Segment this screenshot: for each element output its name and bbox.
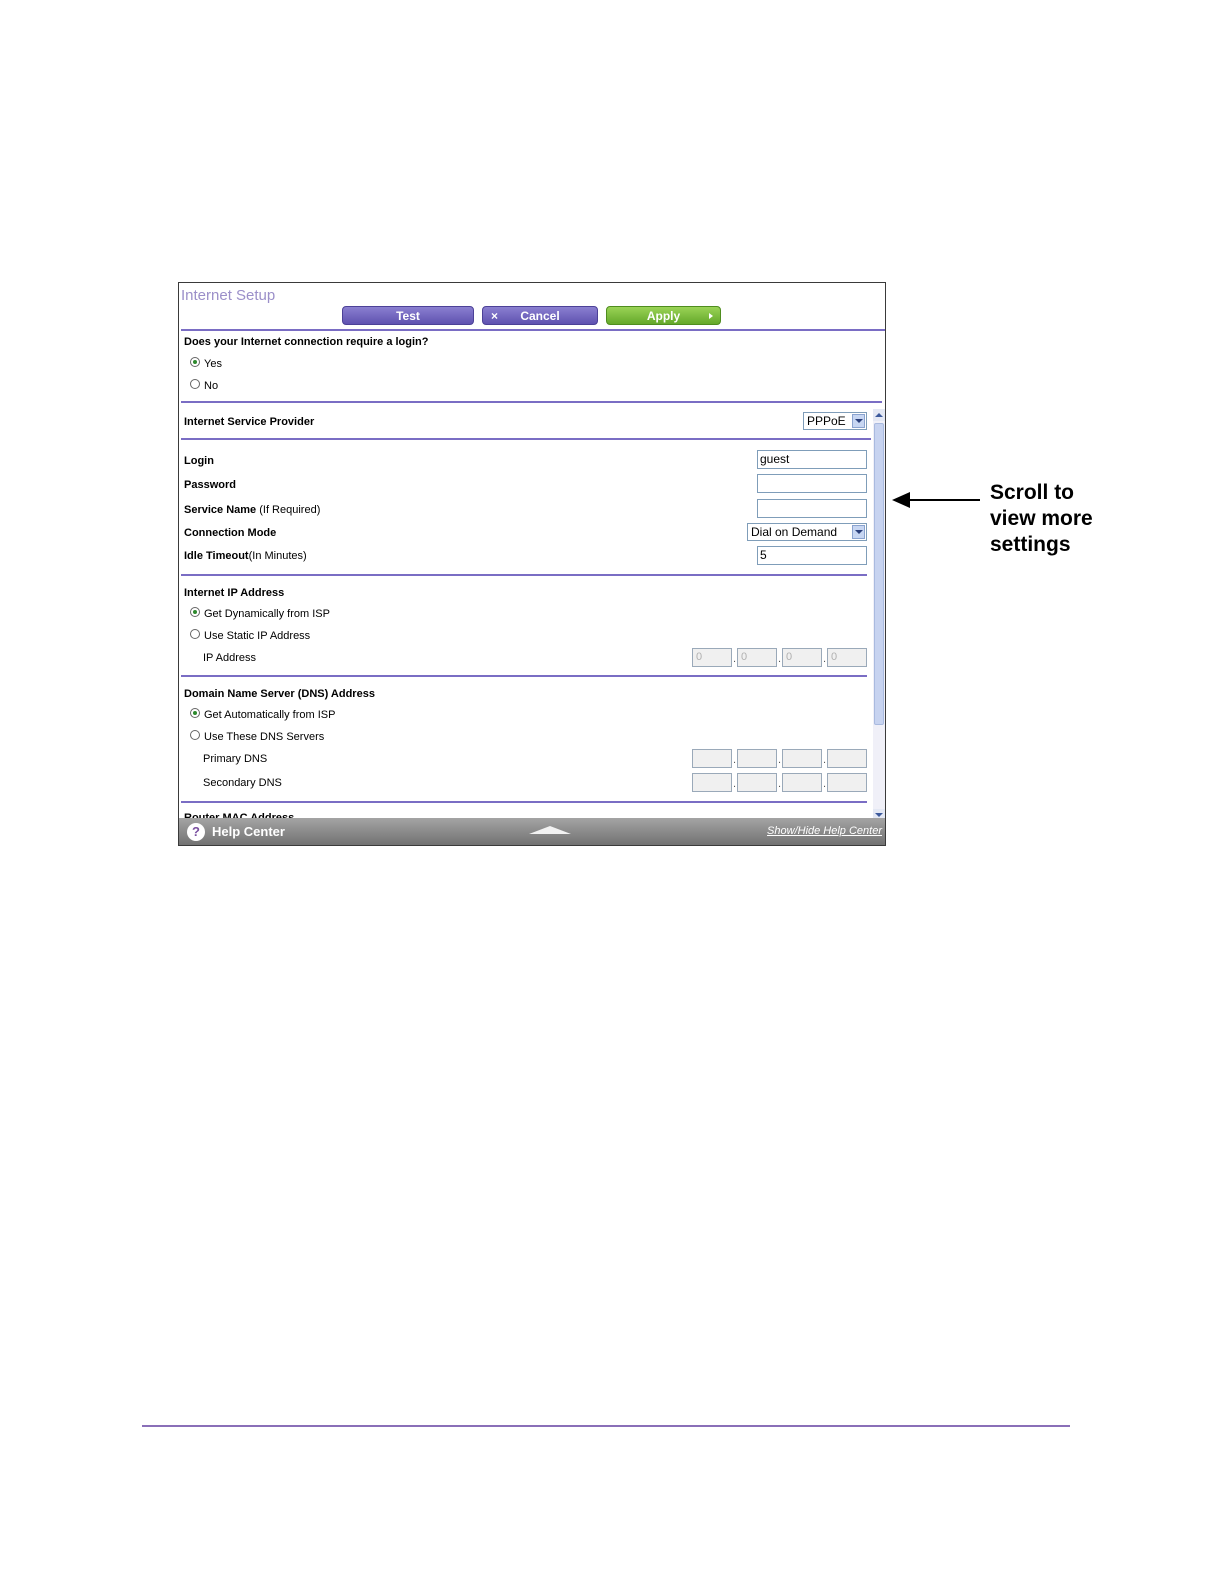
settings-scrollbar[interactable] xyxy=(873,409,885,821)
radio-login-yes[interactable] xyxy=(190,357,200,367)
ip-separator: . xyxy=(823,754,827,766)
connection-mode-select[interactable] xyxy=(747,523,867,541)
radio-label-dns-manual: Use These DNS Servers xyxy=(204,731,325,743)
ip-separator: . xyxy=(778,778,782,790)
ip-separator: . xyxy=(778,754,782,766)
chevron-down-icon xyxy=(852,525,865,539)
idle-timeout-label xyxy=(184,550,307,562)
radio-ip-dynamic[interactable] xyxy=(190,607,200,617)
radio-label-ip-dynamic: Get Dynamically from ISP xyxy=(204,608,330,620)
idle-timeout-label-bold: Idle Timeout xyxy=(184,550,249,562)
ip-separator: . xyxy=(733,778,737,790)
test-button-label: Test xyxy=(396,309,420,323)
ip-address-label: IP Address xyxy=(203,652,256,664)
chevron-down-icon xyxy=(852,414,865,428)
divider xyxy=(181,574,867,576)
radio-label-dns-auto: Get Automatically from ISP xyxy=(204,709,336,721)
help-icon[interactable]: ? xyxy=(187,823,205,841)
isp-select[interactable] xyxy=(803,412,867,430)
scroll-up-icon[interactable] xyxy=(873,409,885,421)
password-input[interactable] xyxy=(757,474,867,493)
primary-dns-octet-3[interactable] xyxy=(782,749,822,768)
ip-separator: . xyxy=(733,653,737,665)
login-input[interactable]: guest xyxy=(757,450,867,469)
radio-dns-manual[interactable] xyxy=(190,730,200,740)
primary-dns-octet-2[interactable] xyxy=(737,749,777,768)
divider xyxy=(181,801,867,803)
radio-label-yes: Yes xyxy=(204,358,222,370)
ip-octet-2[interactable]: 0 xyxy=(737,648,777,667)
secondary-dns-octet-3[interactable] xyxy=(782,773,822,792)
secondary-dns-octet-1[interactable] xyxy=(692,773,732,792)
connection-mode-value: Dial on Demand xyxy=(751,525,838,539)
primary-dns-octet-1[interactable] xyxy=(692,749,732,768)
service-name-label xyxy=(184,504,320,516)
scrollbar-thumb[interactable] xyxy=(874,423,884,725)
dns-section-heading: Domain Name Server (DNS) Address xyxy=(184,688,375,700)
show-hide-help-link[interactable]: Show/Hide Help Center xyxy=(767,825,882,837)
divider xyxy=(181,675,867,677)
page-title: Internet Setup xyxy=(181,287,276,304)
connection-mode-label: Connection Mode xyxy=(184,527,277,539)
ip-separator: . xyxy=(778,653,782,665)
divider xyxy=(181,401,882,403)
scroll-annotation xyxy=(990,480,1093,558)
isp-label: Internet Service Provider xyxy=(184,416,315,428)
apply-button[interactable] xyxy=(606,306,721,325)
password-label: Password xyxy=(184,479,236,491)
annotation-arrow-line xyxy=(906,499,980,501)
secondary-dns-label: Secondary DNS xyxy=(203,777,282,789)
test-button[interactable] xyxy=(342,306,474,325)
ip-separator: . xyxy=(823,653,827,665)
ip-octet-1[interactable]: 0 xyxy=(692,648,732,667)
cancel-button-label: Cancel xyxy=(520,309,560,323)
service-name-input[interactable] xyxy=(757,499,867,518)
ip-octet-3[interactable]: 0 xyxy=(782,648,822,667)
close-icon: × xyxy=(491,309,499,323)
divider xyxy=(181,329,885,331)
secondary-dns-octet-2[interactable] xyxy=(737,773,777,792)
annotation-line-2: view more xyxy=(990,507,1093,530)
expand-up-icon[interactable] xyxy=(529,826,571,834)
service-name-label-bold: Service Name xyxy=(184,504,257,516)
help-center-bar xyxy=(179,818,885,846)
radio-login-no[interactable] xyxy=(190,379,200,389)
secondary-dns-octet-4[interactable] xyxy=(827,773,867,792)
help-center-label[interactable]: Help Center xyxy=(212,824,285,839)
annotation-line-3: settings xyxy=(990,533,1071,556)
arrow-right-icon xyxy=(709,313,713,319)
isp-select-value: PPPoE xyxy=(807,414,846,428)
apply-button-label: Apply xyxy=(646,309,681,323)
login-question-heading: Does your Internet connection require a login? xyxy=(184,336,429,348)
ip-separator: . xyxy=(733,754,737,766)
ip-separator: . xyxy=(823,778,827,790)
divider xyxy=(181,438,871,440)
radio-ip-static[interactable] xyxy=(190,629,200,639)
login-label: Login xyxy=(184,455,214,467)
primary-dns-label: Primary DNS xyxy=(203,753,268,765)
radio-dns-auto[interactable] xyxy=(190,708,200,718)
primary-dns-octet-4[interactable] xyxy=(827,749,867,768)
ip-octet-4[interactable]: 0 xyxy=(827,648,867,667)
internet-setup-window xyxy=(178,282,886,846)
idle-timeout-input[interactable]: 5 xyxy=(757,546,867,565)
idle-timeout-label-rest: (In Minutes) xyxy=(248,550,307,562)
cancel-button[interactable] xyxy=(482,306,598,325)
page-footer-rule xyxy=(142,1425,1070,1427)
radio-label-ip-static: Use Static IP Address xyxy=(204,630,311,642)
ip-section-heading: Internet IP Address xyxy=(184,587,285,599)
service-name-label-rest: (If Required) xyxy=(256,504,321,516)
annotation-line-1: Scroll to xyxy=(990,481,1075,504)
radio-label-no: No xyxy=(204,380,219,392)
